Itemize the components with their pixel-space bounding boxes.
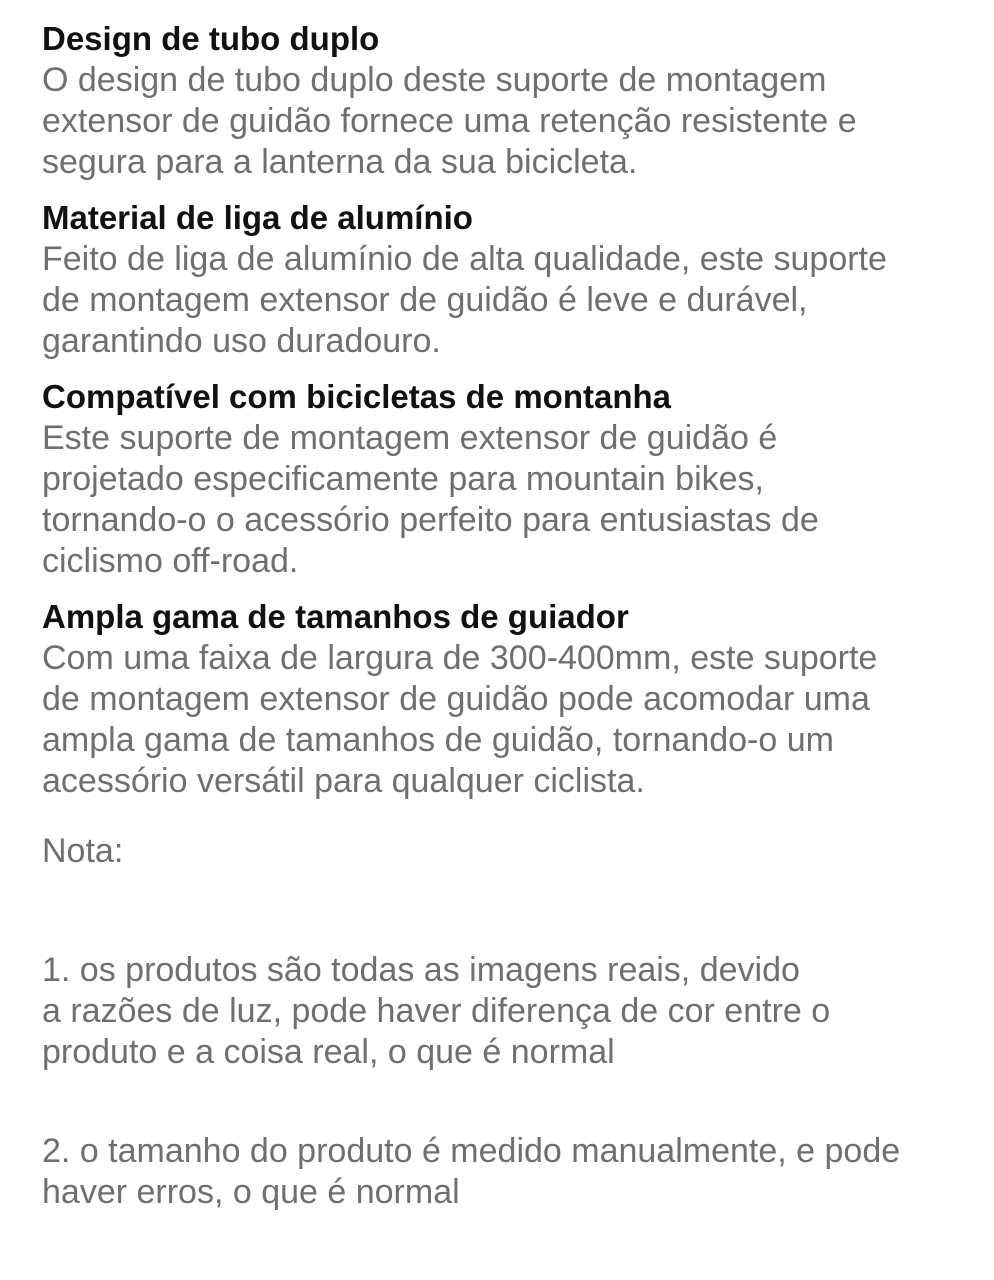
section-heading: Compatível com bicicletas de montanha <box>42 378 671 415</box>
section-body <box>42 418 954 582</box>
body-line: Feito de liga de alumínio de alta qualidade, este suporte <box>42 240 887 278</box>
body-line: projetado especificamente para mountain bikes, <box>42 460 764 498</box>
section-heading: Design de tubo duplo <box>42 20 380 57</box>
body-line: de montagem extensor de guidão é leve e durável, <box>42 281 808 319</box>
section-mountain-bike-compat <box>42 376 954 582</box>
note-label: Nota: <box>42 832 124 870</box>
note-line: haver erros, o que é normal <box>42 1173 460 1211</box>
body-line: O design de tubo duplo deste suporte de montagem <box>42 61 827 99</box>
body-line: acessório versátil para qualquer ciclista. <box>42 762 645 800</box>
section-body <box>42 60 954 183</box>
section-heading: Ampla gama de tamanhos de guiador <box>42 598 629 635</box>
section-aluminum-alloy <box>42 197 954 362</box>
body-line: tornando-o o acessório perfeito para entusiastas de <box>42 501 819 539</box>
body-line: extensor de guidão fornece uma retenção resistente e <box>42 102 857 140</box>
note-item <box>42 1131 954 1213</box>
section-dual-tube <box>42 18 954 183</box>
note-line: 2. o tamanho do produto é medido manualmente, e pode <box>42 1132 901 1170</box>
body-line: ciclismo off-road. <box>42 542 299 580</box>
body-line: ampla gama de tamanhos de guidão, tornando-o um <box>42 721 834 759</box>
section-body <box>42 638 954 802</box>
note-line: produto e a coisa real, o que é normal <box>42 1033 615 1071</box>
body-line: Com uma faixa de largura de 300-400mm, este suporte <box>42 639 878 677</box>
section-heading: Material de liga de alumínio <box>42 199 473 236</box>
body-line: garantindo uso duradouro. <box>42 322 441 360</box>
note-line: 1. os produtos são todas as imagens reais, devido <box>42 951 800 989</box>
body-line: de montagem extensor de guidão pode acomodar uma <box>42 680 870 718</box>
body-line: segura para a lanterna da sua bicicleta. <box>42 143 638 181</box>
note-line: a razões de luz, pode haver diferença de cor entre o <box>42 992 831 1030</box>
note-item <box>42 950 954 1073</box>
section-handlebar-sizes <box>42 596 954 802</box>
body-line: Este suporte de montagem extensor de guidão é <box>42 419 778 457</box>
section-body <box>42 239 954 362</box>
